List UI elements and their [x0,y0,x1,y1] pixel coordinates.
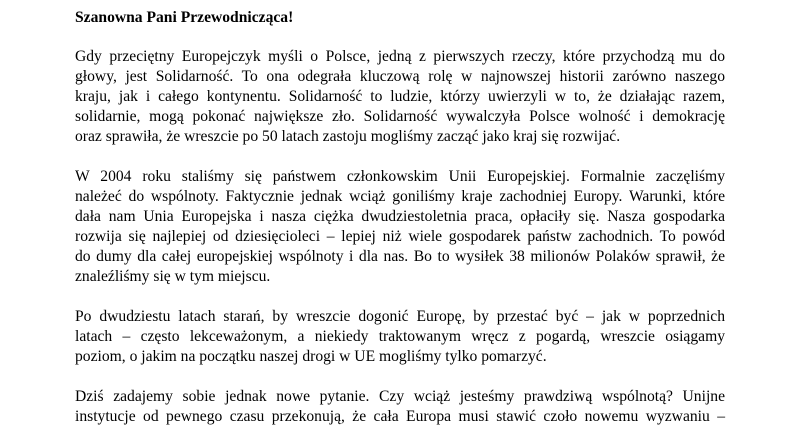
paragraph-line: rozwija się najlepiej od dziesięcioleci – lepiej niż wiele gospodarek państw zachodnich. To powód [75,228,725,245]
paragraph-line: Gdy przeciętny Europejczyk myśli o Polsce, jedną z pierwszych rzeczy, które przychodzą mu do [75,48,725,65]
paragraph-4 [75,387,725,427]
paragraph-line: solidarnie, mogą pokonać największe zło. Solidarność wywalczyła Polsce wolność i demokrację [75,108,725,125]
paragraph-line: znaleźliśmy się w tym miejscu. [75,268,271,285]
paragraph-line: poziom, o jakim na początku naszej drogi w UE mogliśmy tylko pomarzyć. [75,348,547,365]
paragraph-line: oraz sprawiła, że wreszcie po 50 latach zastoju mogliśmy zacząć jako kraj się rozwijać. [75,128,621,145]
paragraph-line: dała nam Unia Europejska i nasza ciężka dwudziestoletnia praca, opłaciły się. Nasza gospodarka [75,208,725,225]
paragraph-line: do dumy dla całej europejskiej wspólnoty i dla nas. Bo to wysiłek 38 milionów Polaków sprawił, że [75,248,725,265]
paragraph-line: Po dwudziestu latach starań, by wreszcie dogonić Europę, by przestać być – jak w poprzednich [75,308,725,325]
paragraph-line: głowy, jest Solidarność. To ona odegrała kluczową rolę w najnowszej historii zarówno naszego [75,68,725,85]
paragraph-line: należeć do wspólnoty. Faktycznie jednak wciąż goniliśmy kraje zachodniej Europy. Warunki, które [75,188,725,205]
paragraph-line: latach – często lekceważonym, a niekiedy traktowanym wręcz z pogardą, wreszcie osiągamy [75,328,725,345]
paragraph-line: kraju, jak i całego kontynentu. Solidarność to ludzie, którzy uwierzyli w to, że działając razem, [75,88,725,105]
paragraph-2 [75,167,725,287]
salutation: Szanowna Pani Przewodnicząca! [75,9,294,26]
paragraph-line: Dziś zadajemy sobie jednak nowe pytanie. Czy wciąż jesteśmy prawdziwą wspólnotą? Unijne [75,388,725,405]
document-page [75,8,725,447]
paragraph-1 [75,47,725,147]
paragraph-line: W 2004 roku staliśmy się państwem członkowskim Unii Europejskiej. Formalnie zaczęliśmy [75,168,725,185]
paragraph-3 [75,307,725,367]
paragraph-line: instytucje od pewnego czasu przekonują, że cała Europa musi stawić czoło nowemu wyzwaniu – [75,408,725,425]
